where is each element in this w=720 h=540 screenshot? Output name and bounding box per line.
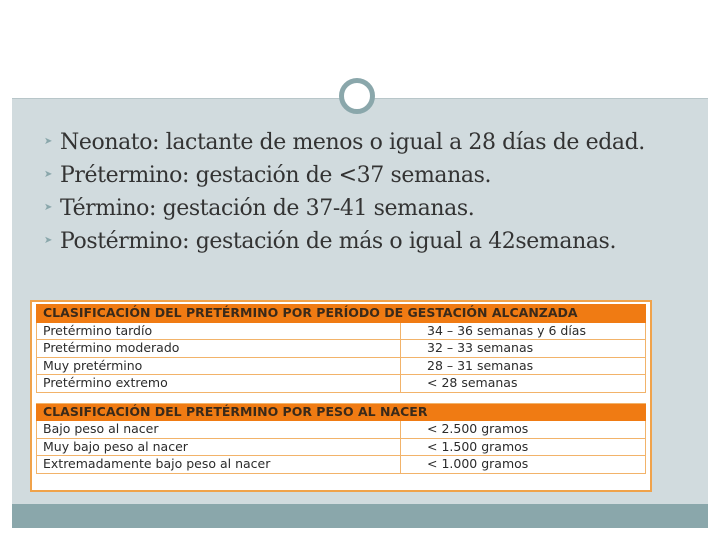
table-cell-value: < 2.500 gramos [401,421,646,439]
bullet-icon: ➤ [44,235,52,246]
table-cell-value: 34 – 36 semanas y 6 días [401,322,646,340]
table-cell-value: < 1.000 gramos [401,456,646,474]
table-cell-value: < 28 semanas [401,375,646,393]
bullet-text: Término: gestación de 37-41 semanas. [60,196,475,221]
table-cell-category: Muy pretérmino [37,357,401,375]
slide-footer-bar [12,504,708,528]
table-row [37,357,646,375]
bullet-item [44,225,704,258]
bullet-icon: ➤ [44,136,52,147]
table-header-row [37,403,646,421]
bullet-item [44,192,704,225]
classification-table-image [30,300,652,492]
table-row [37,340,646,358]
table-cell-category: Pretérmino extremo [37,375,401,393]
table-cell-category: Muy bajo peso al nacer [37,438,401,456]
table-header-row [37,305,646,323]
table-cell-category: Pretérmino tardío [37,322,401,340]
table-cell-category: Pretérmino moderado [37,340,401,358]
table-cell-value: < 1.500 gramos [401,438,646,456]
bullet-icon: ➤ [44,202,52,213]
circle-ornament-icon [339,78,375,114]
table-spacer-cell [37,392,401,403]
table-cell-category: Extremadamente bajo peso al nacer [37,456,401,474]
table-cell-category: Bajo peso al nacer [37,421,401,439]
table-row [37,421,646,439]
bullet-icon: ➤ [44,169,52,180]
table-spacer-cell [401,392,646,403]
bullet-text: Postérmino: gestación de más o igual a 42semanas. [60,229,617,254]
table-row [37,438,646,456]
table-row [37,456,646,474]
table-section-header: CLASIFICACIÓN DEL PRETÉRMINO POR PESO AL NACER [37,403,646,421]
bullet-item [44,159,704,192]
table-row [37,322,646,340]
classification-table [36,304,646,474]
table-cell-value: 32 – 33 semanas [401,340,646,358]
bullet-item [44,126,704,159]
table-section-header: CLASIFICACIÓN DEL PRETÉRMINO POR PERÍODO DE GESTACIÓN ALCANZADA [37,305,646,323]
bullet-text: Prétermino: gestación de <37 semanas. [60,163,492,188]
table-cell-value: 28 – 31 semanas [401,357,646,375]
table-row [37,375,646,393]
bullet-text: Neonato: lactante de menos o igual a 28 días de edad. [60,130,645,155]
table-spacer-row [37,392,646,403]
bullet-list [44,126,704,258]
